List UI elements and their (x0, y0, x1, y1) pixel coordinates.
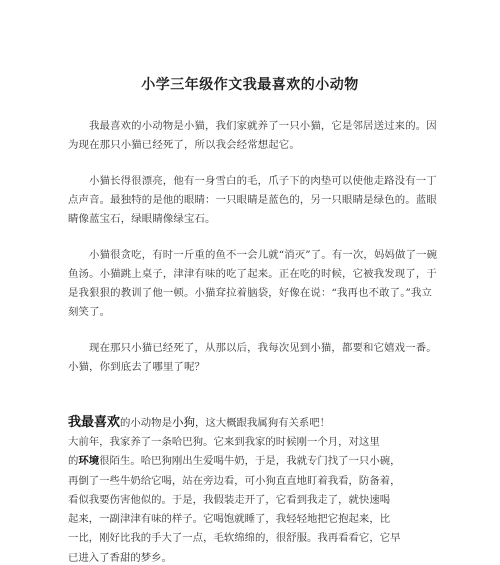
essay-line (68, 510, 448, 529)
essay-line (68, 452, 448, 471)
essay-line (68, 491, 448, 510)
lead-text: ，这大概跟我属狗有关系吧！ (194, 417, 331, 429)
document-title: 小学三年级作文我最喜欢的小动物 (141, 77, 359, 93)
essay-line (68, 549, 448, 565)
line-text: 的 (68, 455, 79, 468)
essay-line (68, 529, 448, 548)
line-text: 一比，刚好比我的手大了一点，毛软绵绵的，很舒服。我再看看它，它早 (68, 532, 401, 545)
line-keyword: 环境 (78, 455, 100, 468)
essay-paragraph: 小猫很贪吃，有时一斤重的鱼不一会儿就“消灭”了。有一次，妈妈做了一碗鱼汤。小猫跳上桌子，津津有味的吃了起来。正在吃的时候，它被我发现了，于是我狠狠的教训了他一顿。小猫耷拉着脑袋，好像在说：“我再也不敢了。”我立刻笑了。 (68, 249, 438, 318)
lead-emphasis: 我最喜欢 (68, 415, 121, 430)
essay-line (68, 472, 448, 491)
essay-paragraph: 小猫长得很漂亮，他有一身雪白的毛，爪子下的肉垫可以使他走路没有一丁点声音。最独特的是他的眼睛：一只眼睛是蓝色的，另一只眼睛是绿色的。蓝眼睛像蓝宝石，绿眼睛像绿宝石。 (68, 175, 437, 225)
essay-paragraph: 现在那只小猫已经死了，从那以后，我每次见到小猫，都要和它嬉戏一番。小猫，你到底去了哪里了呢？ (68, 342, 437, 373)
lead-text: 的小动物是 (120, 417, 172, 429)
essay-paragraph: 我最喜欢的小动物是小猫，我们家就养了一只小猫，它是邻居送过来的。因为现在那只小猫已经死了，所以我会经常想起它。 (68, 120, 437, 151)
lead-keyword: 小狗 (171, 415, 195, 429)
line-text: 大前年，我家养了一条哈巴狗。它来到我家的时候刚一个月，对这里 (68, 436, 380, 448)
line-text: 已进入了香甜的梦乡。 (68, 551, 172, 564)
essay-dog-lead (68, 412, 448, 433)
line-text: 起来，一副津津有味的样子。它喝饱就睡了，我轻轻地把它抱起来，比 (68, 513, 391, 526)
line-text: 看似我要伤害他似的。于是，我假装走开了，它看到我走了，就快速喝 (68, 493, 391, 506)
essay-dog (68, 412, 448, 565)
essay-line (68, 433, 448, 452)
line-text: 很陌生。哈巴狗刚出生爱喝牛奶，于是，我就专门找了一只小碗， (99, 455, 401, 468)
essay-cat (68, 117, 440, 394)
line-text: 再倒了一些牛奶给它喝，站在旁边看，可小狗直直地盯着我看，防备着， (68, 474, 401, 487)
